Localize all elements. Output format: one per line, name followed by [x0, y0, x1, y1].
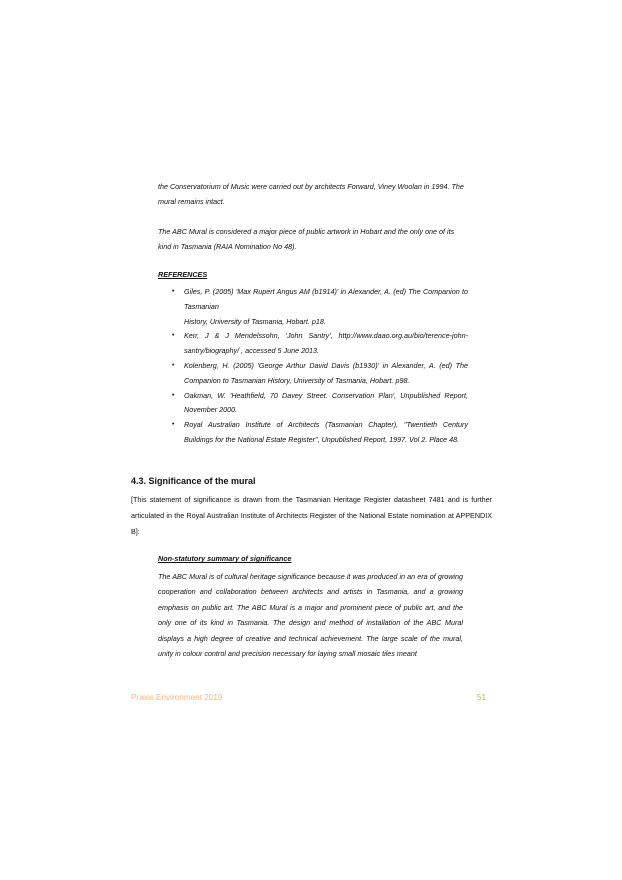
reference-text: Giles, P. (2005) 'Max Rupert Angus AM (b1914)' in Alexander, A. (ed) The Companion to Tasmanian — [184, 287, 468, 311]
paragraph-conservatorium: the Conservatorium of Music were carried out by architects Forward, Viney Woolan in 1994. The mural remains intact. — [158, 182, 464, 206]
reference-text: Oakman, W. 'Heathfield, 70 Davey Street. Conservation Plan', Unpublished Report, November 2000. — [184, 390, 468, 415]
bullet-icon: • — [172, 361, 175, 369]
bullet-icon: • — [172, 421, 175, 429]
bullet-icon: • — [172, 288, 175, 295]
references-list — [158, 285, 468, 448]
footer-publisher: Praxis Environment 2019 — [131, 693, 223, 702]
bullet-icon: • — [172, 391, 175, 399]
reference-text: Royal Australian Institute of Architects (Tasmanian Chapter), "Twentieth Century Buildings for the National Estate Register", Unpublished Report, 1997. Vol 2. Place 48. — [184, 420, 468, 444]
reference-item — [158, 418, 468, 448]
summary-paragraph: The ABC Mural is of cultural heritage significance because it was produced in an era of growing cooperation and collaboration between architects and artists in Tasmania, and a growing emphasis on public art. The ABC Mural is a major and prominent piece of public art, and the only one of its kind in Tasmania. The design and method of installation of the ABC Mural displays a high degree of creative and technical achievement. The large scale of the mural, unity in colour control and precision necessary for laying small mosaic tiles meant — [158, 572, 463, 659]
reference-text: Kolenberg, H. (2005) 'George Arthur David Davis (b1930)' in Alexander, A. (ed) The Companion to Tasmanian History, University of Tasmania, Hobart. p98. — [184, 360, 468, 385]
reference-item — [158, 389, 468, 419]
reference-item — [158, 359, 468, 389]
summary-heading: Non-statutory summary of significance — [158, 554, 292, 563]
reference-item — [158, 285, 468, 329]
paragraph-abc-mural-major: The ABC Mural is considered a major piece of public artwork in Hobart and the only one of its kind in Tasmania (RAIA Nomination No 48). — [158, 227, 455, 251]
reference-text: Kerr, J & J Mendelssohn, 'John Santry', http://www.daao.org.au/bio/terence-john-santry/biography/ , accessed 5 June 2013. — [184, 331, 468, 356]
bullet-icon: • — [172, 332, 175, 340]
section-intro: [This statement of significance is drawn from the Tasmanian Heritage Register datasheet 7481 and is further articulated in the Royal Australian Institute of Architects Register of the National Estate nomination at APPENDIX B]: — [131, 495, 492, 536]
reference-item — [158, 329, 468, 359]
page-number: 51 — [477, 693, 487, 702]
reference-text-continuation: History, University of Tasmania, Hobart. p18. — [184, 316, 326, 326]
references-heading: REFERENCES — [158, 270, 208, 279]
section-heading: 4.3. Significance of the mural — [131, 476, 256, 486]
